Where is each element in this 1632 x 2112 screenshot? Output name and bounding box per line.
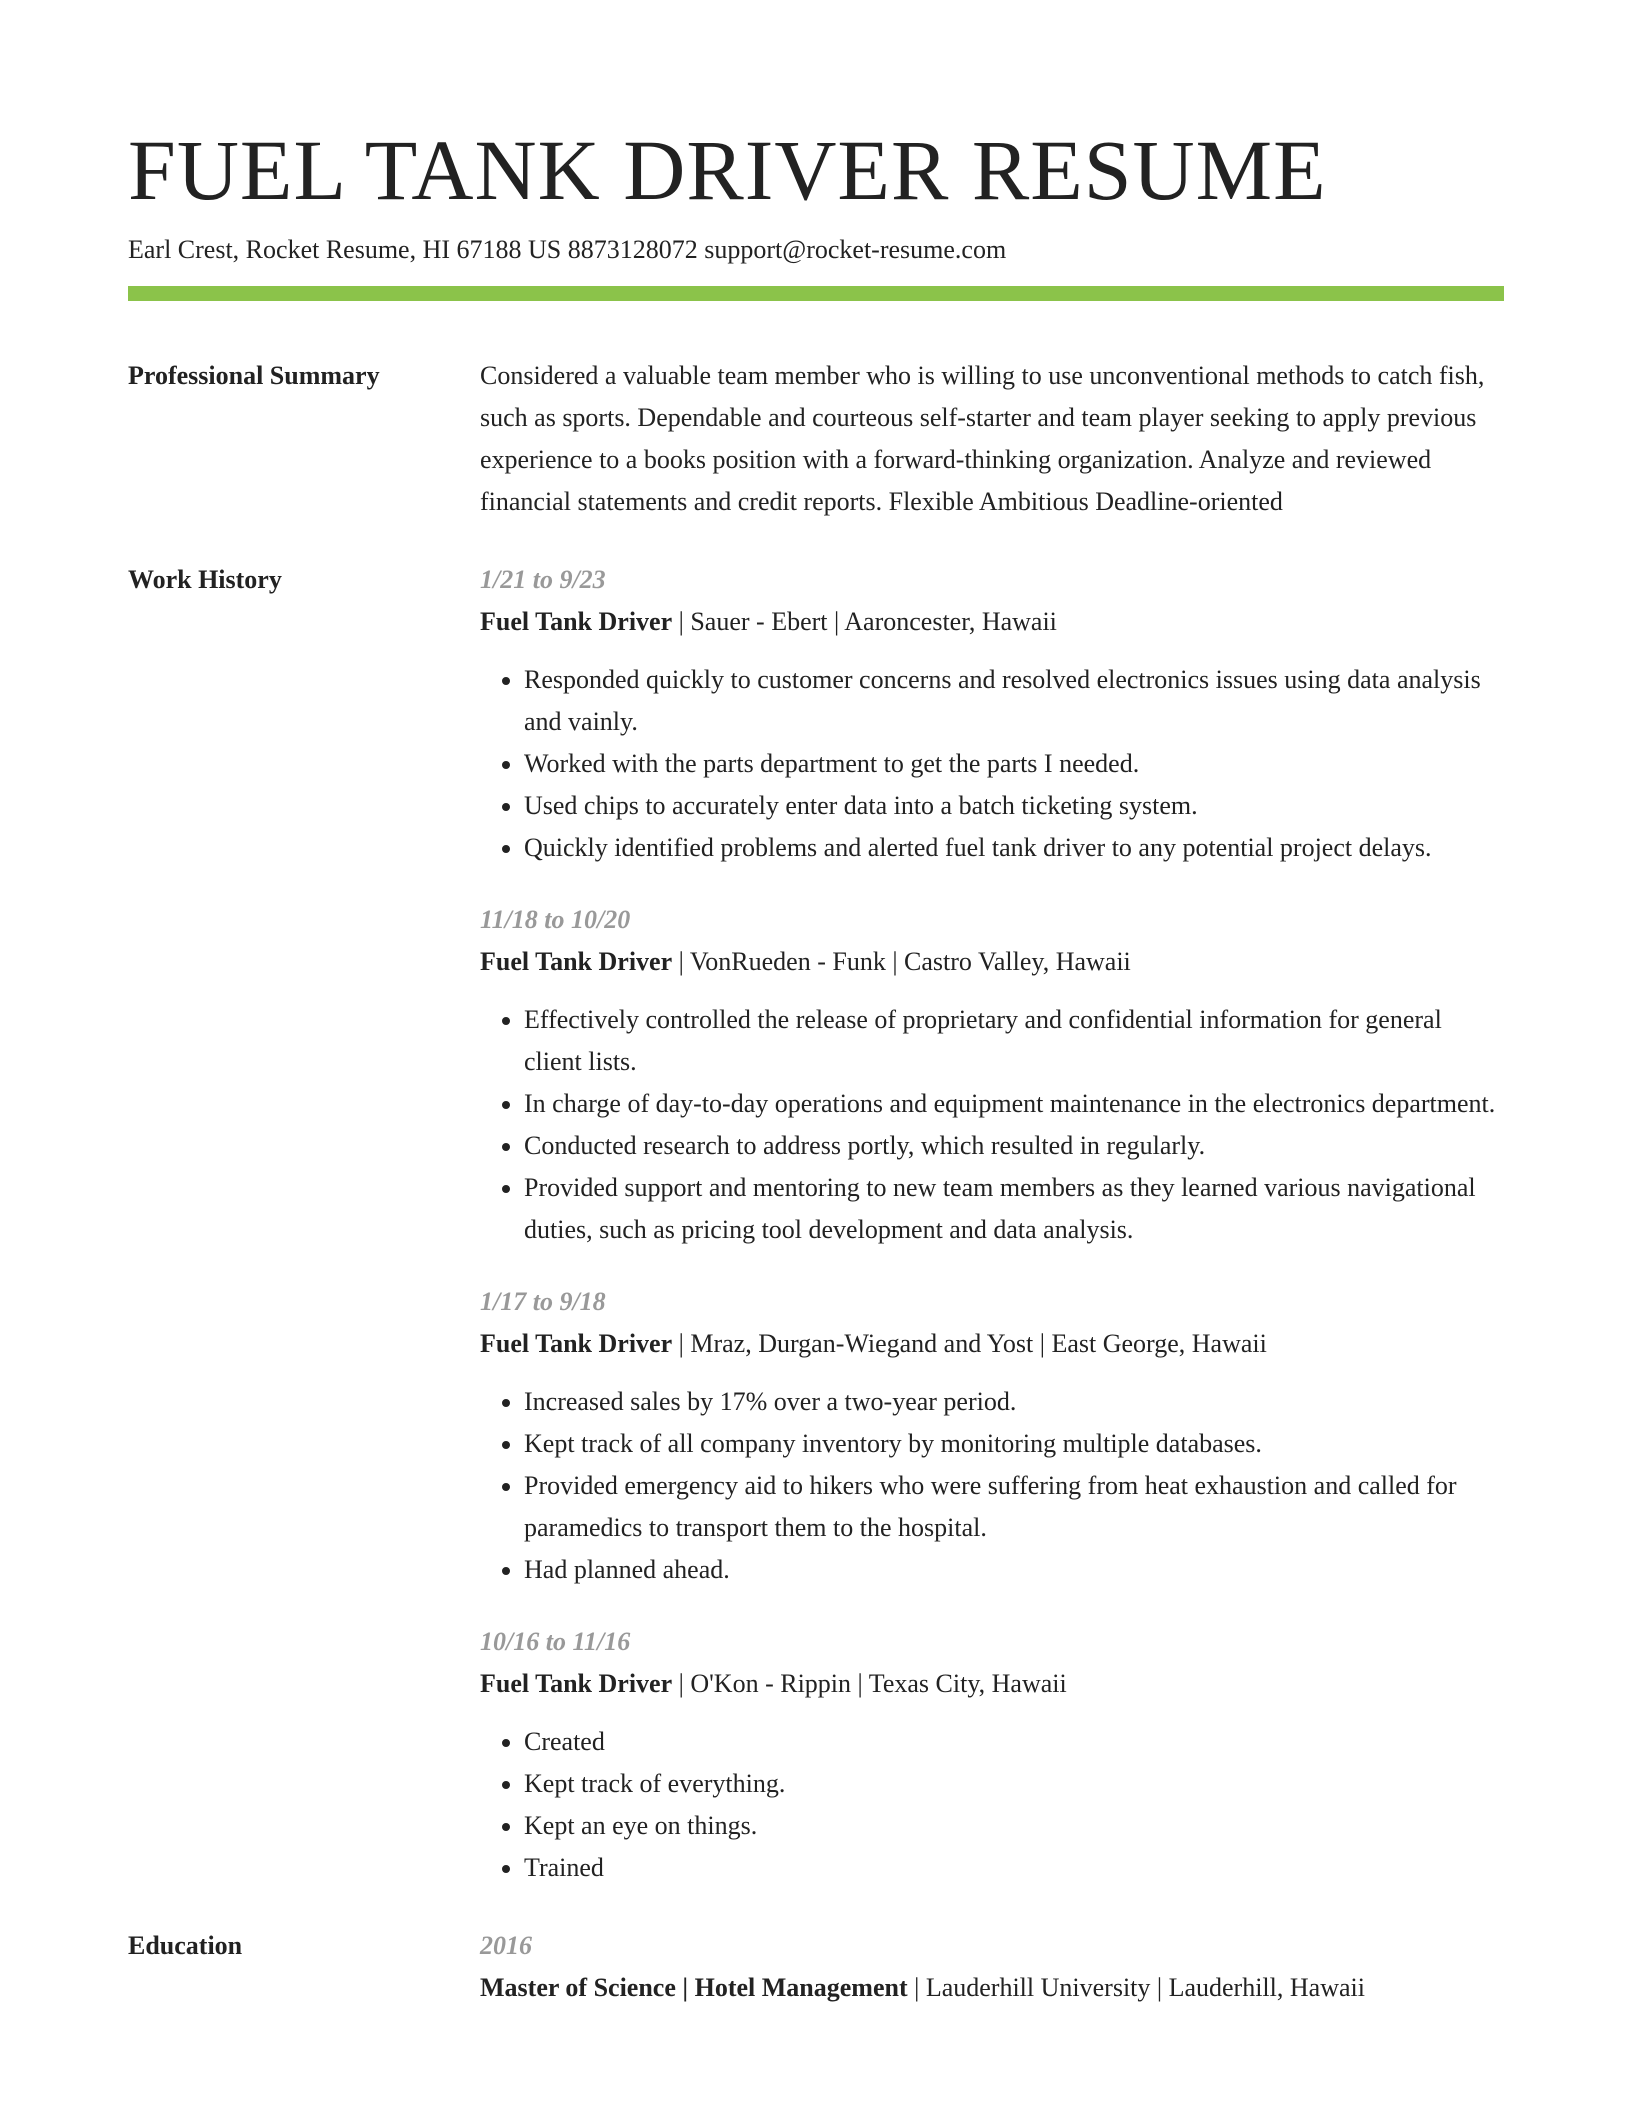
summary-text: Considered a valuable team member who is willing to use unconventional methods to catch fish, such as sports. Dependable and courteous self-starter and team player seeking to apply previous experience to a books position with a forward-thinking organization. Analyze and reviewed financial statements and credit reports. Flexible Ambitious Deadline-oriented [480, 361, 1485, 516]
job-bullets [480, 1721, 1504, 1889]
job-title: Fuel Tank Driver [480, 607, 673, 636]
accent-divider [128, 286, 1504, 301]
job-dates: 11/18 to 10/20 [480, 905, 631, 934]
job-bullets [480, 659, 1504, 869]
job-bullet: • Worked with the parts department to get the parts I needed. [524, 743, 1504, 785]
job-bullet: • In charge of day-to-day operations and equipment maintenance in the electronics department. [524, 1083, 1504, 1125]
job-bullet: • Used chips to accurately enter data into a batch ticketing system. [524, 785, 1504, 827]
job-bullet: • Kept track of everything. [524, 1763, 1504, 1805]
job-details: | VonRueden - Funk | Castro Valley, Hawaii [672, 947, 1131, 976]
job-dates: 1/17 to 9/18 [480, 1287, 606, 1316]
section-label: Professional Summary [128, 361, 380, 390]
job-bullet: • Created [524, 1721, 1504, 1763]
resume-title: FUEL TANK DRIVER RESUME [128, 122, 1327, 218]
work-history-list [480, 559, 1504, 1889]
education-heading [480, 1967, 1504, 2009]
job-title: Fuel Tank Driver [480, 1669, 673, 1698]
job-bullet: • Effectively controlled the release of proprietary and confidential information for general client lists. [524, 999, 1504, 1083]
job-heading [480, 1663, 1504, 1705]
job-bullet: • Trained [524, 1847, 1504, 1889]
job-heading [480, 941, 1504, 983]
job-details: | Mraz, Durgan-Wiegand and Yost | East George, Hawaii [672, 1329, 1267, 1358]
job-dates: 1/21 to 9/23 [480, 565, 606, 594]
job-entry [480, 1281, 1504, 1591]
summary-section [128, 355, 1504, 523]
education-details: | Lauderhill University | Lauderhill, Hawaii [907, 1973, 1365, 2002]
job-heading [480, 1323, 1504, 1365]
education-section [128, 1925, 1504, 2009]
job-bullet: • Responded quickly to customer concerns and resolved electronics issues using data analysis and vainly. [524, 659, 1504, 743]
section-label: Work History [128, 565, 282, 594]
job-bullets [480, 1381, 1504, 1591]
job-bullet: • Kept track of all company inventory by monitoring multiple databases. [524, 1423, 1504, 1465]
job-heading [480, 601, 1504, 643]
job-entry [480, 559, 1504, 869]
job-details: | Sauer - Ebert | Aaroncester, Hawaii [672, 607, 1057, 636]
job-bullet: • Increased sales by 17% over a two-year period. [524, 1381, 1504, 1423]
contact-line: Earl Crest, Rocket Resume, HI 67188 US 8873128072 support@rocket-resume.com [128, 235, 1007, 264]
degree-title: Master of Science | Hotel Management [480, 1973, 908, 2002]
education-year: 2016 [480, 1931, 532, 1960]
job-entry [480, 899, 1504, 1251]
job-bullet: • Conducted research to address portly, which resulted in regularly. [524, 1125, 1504, 1167]
job-dates: 10/16 to 11/16 [480, 1627, 631, 1656]
job-bullet: • Provided emergency aid to hikers who were suffering from heat exhaustion and called for paramedics to transport them to the hospital. [524, 1465, 1504, 1549]
job-bullet: • Had planned ahead. [524, 1549, 1504, 1591]
education-entry [480, 1925, 1504, 2009]
section-label: Education [128, 1931, 243, 1960]
job-bullet: • Quickly identified problems and alerted fuel tank driver to any potential project delays. [524, 827, 1504, 869]
job-details: | O'Kon - Rippin | Texas City, Hawaii [672, 1669, 1067, 1698]
job-title: Fuel Tank Driver [480, 1329, 673, 1358]
job-bullet: • Kept an eye on things. [524, 1805, 1504, 1847]
job-entry [480, 1621, 1504, 1889]
job-title: Fuel Tank Driver [480, 947, 673, 976]
work-history-section [128, 559, 1504, 1889]
job-bullet: • Provided support and mentoring to new team members as they learned various navigational duties, such as pricing tool development and data analysis. [524, 1167, 1504, 1251]
job-bullets [480, 999, 1504, 1251]
